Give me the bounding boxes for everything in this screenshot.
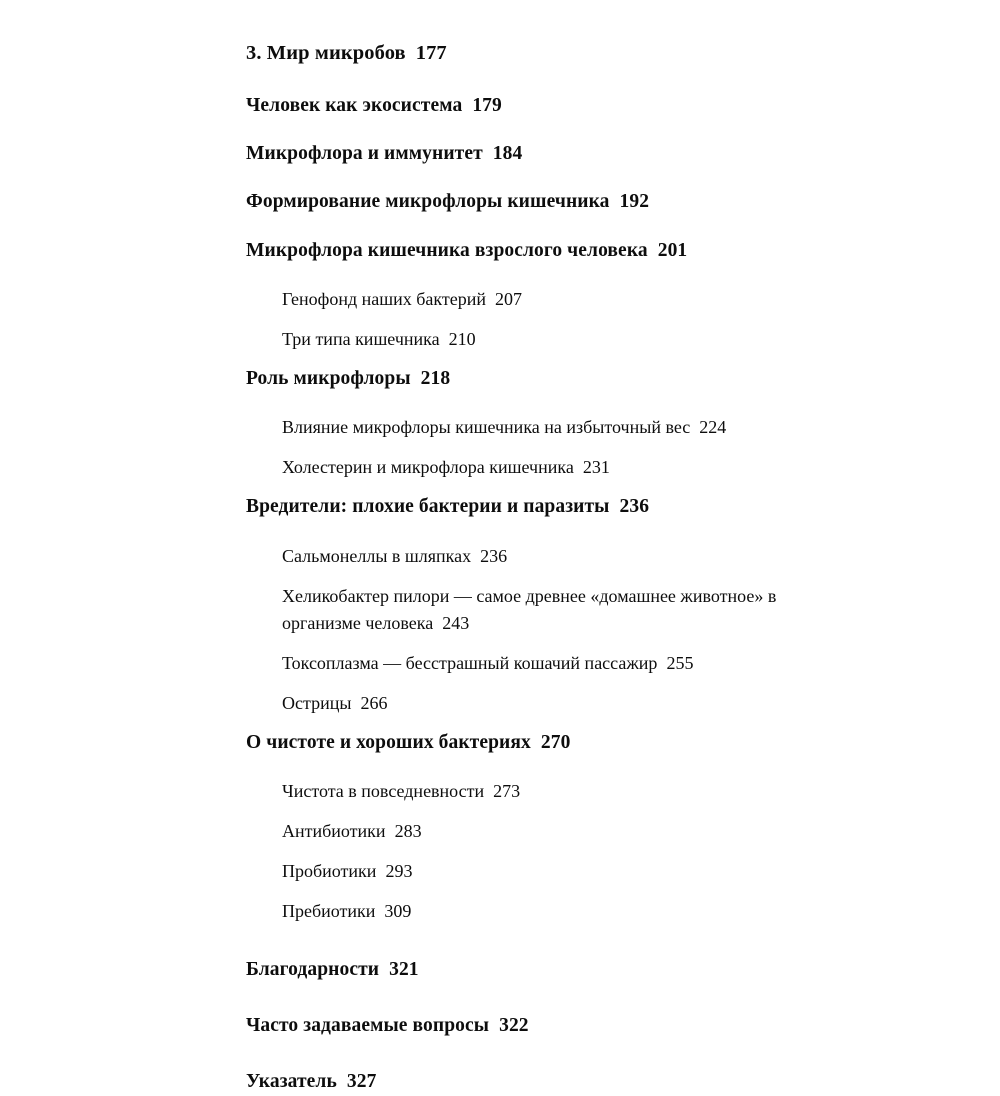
toc-entry-title: Токсоплазма — бесстрашный кошачий пассажир [282, 652, 658, 673]
toc-entry-page-number: 266 [360, 692, 388, 713]
toc-entry[interactable] [282, 650, 842, 677]
table-of-contents [246, 40, 946, 1096]
toc-entry-page-number: 273 [493, 780, 521, 801]
toc-entry-title: Часто задаваемые вопросы [246, 1015, 490, 1037]
toc-entry-page-number: 321 [389, 958, 419, 980]
toc-entry-title: Роль микрофлоры [246, 367, 411, 389]
toc-entry-title: Хеликобактер пилори — самое древнее «домашнее животное» в организме человека [282, 585, 777, 633]
toc-entry[interactable] [246, 40, 946, 67]
toc-entry-title: Острицы [282, 692, 352, 713]
toc-entry-page-number: 179 [472, 94, 502, 116]
toc-entry-title: Вредители: плохие бактерии и паразиты [246, 496, 610, 518]
toc-entry[interactable] [246, 93, 946, 119]
toc-entry[interactable] [246, 1069, 946, 1095]
toc-entry-page-number: 177 [415, 42, 447, 64]
toc-entry[interactable] [282, 778, 946, 805]
toc-entry-page-number: 184 [492, 142, 523, 164]
toc-entry-page-number: 207 [495, 288, 523, 309]
toc-entry[interactable] [282, 286, 946, 313]
toc-entry-title: Микрофлора и иммунитет [246, 142, 483, 164]
toc-entry-title: Человек как экосистема [246, 94, 463, 116]
toc-entry-title: Указатель [246, 1071, 337, 1093]
toc-entry[interactable] [246, 494, 946, 520]
toc-entry-page-number: 201 [657, 239, 688, 261]
toc-entry-title: О чистоте и хороших бактериях [246, 731, 531, 753]
toc-entry-page-number: 309 [384, 900, 412, 921]
toc-entry[interactable] [282, 543, 946, 570]
toc-entry-page-number: 270 [540, 731, 571, 753]
toc-entry-page-number: 224 [699, 417, 727, 438]
toc-entry-page-number: 236 [480, 545, 508, 566]
toc-entry[interactable] [246, 730, 946, 756]
toc-entry-page-number: 322 [499, 1015, 529, 1037]
toc-entry-title: Влияние микрофлоры кишечника на избыточный вес [282, 417, 691, 438]
toc-entry[interactable] [246, 366, 946, 392]
toc-entry[interactable] [282, 898, 946, 925]
toc-entry-title: Благодарности [246, 958, 380, 980]
toc-entry-title: Три типа кишечника [282, 328, 440, 349]
toc-entry-title: Чистота в повседневности [282, 780, 485, 801]
toc-entry[interactable] [282, 858, 946, 885]
toc-entry[interactable] [282, 583, 842, 637]
toc-entry-page-number: 210 [448, 328, 476, 349]
toc-entry[interactable] [246, 957, 946, 983]
toc-entry-title: Антибиотики [282, 820, 386, 841]
toc-entry[interactable] [282, 326, 946, 353]
toc-entry-page-number: 243 [442, 612, 470, 633]
toc-entry-page-number: 218 [420, 367, 451, 389]
toc-entry[interactable] [282, 818, 946, 845]
toc-entry[interactable] [246, 238, 946, 264]
toc-entry-page-number: 283 [394, 820, 422, 841]
toc-entry-title: Генофонд наших бактерий [282, 288, 487, 309]
toc-entry-title: 3. Мир микробов [246, 42, 406, 64]
toc-entry-page-number: 293 [385, 860, 413, 881]
toc-entry-page-number: 327 [346, 1071, 377, 1093]
toc-entry[interactable] [246, 1013, 946, 1039]
toc-entry-title: Пробиотики [282, 860, 377, 881]
toc-entry[interactable] [282, 454, 946, 481]
toc-entry-page-number: 231 [582, 457, 610, 478]
toc-entry-page-number: 255 [666, 652, 694, 673]
toc-entry-page-number: 192 [619, 191, 650, 213]
toc-entry-title: Пребиотики [282, 900, 376, 921]
toc-entry[interactable] [246, 189, 946, 215]
toc-entry[interactable] [246, 141, 946, 167]
toc-entry-page-number: 236 [619, 496, 650, 518]
toc-entry-title: Формирование микрофлоры кишечника [246, 191, 610, 213]
toc-entry[interactable] [282, 414, 842, 441]
toc-entry-title: Сальмонеллы в шляпках [282, 545, 472, 566]
toc-entry-title: Холестерин и микрофлора кишечника [282, 457, 574, 478]
toc-entry-title: Микрофлора кишечника взрослого человека [246, 239, 648, 261]
toc-entry[interactable] [282, 690, 946, 717]
